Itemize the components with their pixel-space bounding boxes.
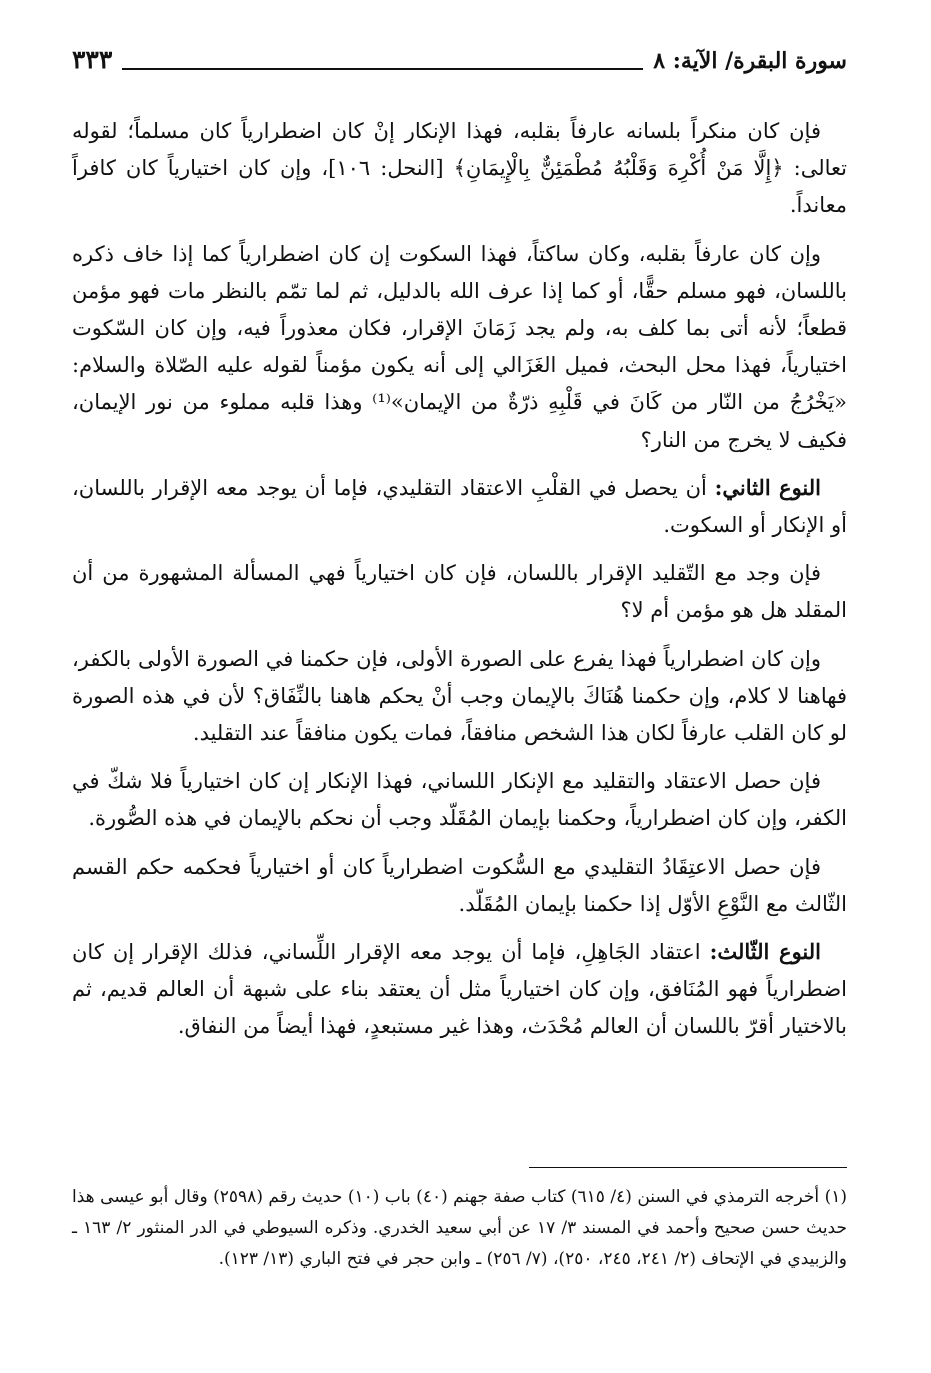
paragraph-text: فإن كان منكراً بلسانه عارفاً بقلبه، فهذا الإنكار إنْ كان اضطرارياً كان مسلماً؛ لقوله تعالى: ﴿إِلَّا مَنْ أُكْرِهَ وَقَلْبُهُ مُطْمَئِنٌّ بِالْإِيمَانِ﴾ [النحل: ١٠٦]، وإن كان اختيارياً كان كافراً معانداً. bbox=[72, 119, 847, 218]
paragraph bbox=[72, 933, 847, 1046]
paragraph bbox=[72, 848, 847, 923]
paragraph-text: وإن كان اضطرارياً فهذا يفرع على الصورة الأولى، فإن حكمنا في الصورة الأولى بالكفر، فهاهنا لا كلام، وإن حكمنا هُنَاكَ بالإيمان وجب أنْ يحكم هاهنا بالنِّفَاق؟ لأن في هذه الصورة لو كان القلب عارفاً لكان هذا الشخص منافقاً، فمات يكون منافقاً عند التقليد. bbox=[72, 646, 847, 746]
paragraph-text: اعتقاد الجَاهِلِ، فإما أن يوجد معه الإقرار اللِّساني، فذلك الإقرار إن كان اضطرارياً فهو المُنَافق، وإن كان اختيارياً مثل أن يعتقد بناء على شبهة أن العالم قديم، ثم بالاختيار أقرّ باللسان أن العالم مُحْدَث، وهذا غير مستبعدٍ، فهذا أيضاً من النفاق. bbox=[72, 940, 847, 1039]
main-text bbox=[72, 112, 847, 1056]
paragraph-text: فإن وجد مع التّقليد الإقرار باللسان، فإن كان اختيارياً فهي المسألة المشهورة من أن المقلد هل هو مؤمن أم لا؟ bbox=[72, 561, 847, 623]
paragraph bbox=[72, 469, 847, 544]
paragraph-lead: النوع الثاني: bbox=[714, 474, 822, 500]
footnote-rule bbox=[529, 1167, 847, 1168]
paragraph bbox=[72, 112, 847, 225]
paragraph-text: وإن كان عارفاً بقلبه، وكان ساكتاً، فهذا السكوت إن كان اضطرارياً كما إذا خاف ذكره باللسان، فهو مسلم حقًّا، أو كما إذا عرف الله بالدليل، ثم لما تمّم بالنظر مات فهو مؤمن قطعاً؛ لأنه أتى بما كلف به، ولم يجد زَمَانَ الإقرار، فكان معذوراً فيه، وإن كان السّكوت اختيارياً، فهذا محل البحث، فميل الغَزَالي إلى أنه يكون مؤمناً لقوله عليه الصّلاة والسلام: «يَخْرُجُ من النّار من كَانَ في قَلْبِهِ ذرّةٌ من الإيمان»⁽¹⁾ وهذا قلبه مملوء من نور الإيمان، فكيف لا يخرج من النار؟ bbox=[72, 241, 847, 452]
paragraph-text: أن يحصل في القلْبِ الاعتقاد التقليدي، فإما أن يوجد معه الإقرار باللسان، أو الإنكار أو السكوت. bbox=[72, 475, 847, 538]
footnote-text: (١) أخرجه الترمذي في السنن (٤/ ٦١٥) كتاب صفة جهنم (٤٠) باب (١٠) حديث رقم (٢٥٩٨) وقال أبو عيسى هذا حديث حسن صحيح وأحمد في المسند ٣/ ١٧ عن أبي سعيد الخدري. وذكره السيوطي في الدر المنثور ٢/ ١٦٣ ـ والزبيدي في الإتحاف (٢/ ٢٤١، ٢٤٥، ٢٥٠)، (٧/ ٢٥٦) ـ وابن حجر في فتح الباري (١٣/ ١٢٣). bbox=[72, 1187, 847, 1269]
header-rule bbox=[122, 68, 643, 70]
paragraph-text: فإن حصل الاعتِقَادُ التقليدي مع السُّكوت اضطرارياً كان أو اختيارياً فحكمه حكم القسم الثّالث مع النَّوْعِ الأوّل إذا حكمنا بإيمان المُقَلّد. bbox=[72, 854, 847, 916]
running-title: سورة البقرة/ الآية: ٨ bbox=[653, 48, 847, 74]
paragraph bbox=[72, 640, 847, 753]
paragraph-text: فإن حصل الاعتقاد والتقليد مع الإنكار اللساني، فهذا الإنكار إن كان اختيارياً فلا شكّ في الكفر، وإن كان اضطرارياً، وحكمنا بإيمان المُقَلّد وجب أن نحكم بالإيمان في هذه الصُّورة. bbox=[72, 769, 847, 831]
paragraph bbox=[72, 554, 847, 629]
page-number: ٣٣٣ bbox=[72, 45, 113, 74]
page-header bbox=[72, 38, 847, 78]
footnote bbox=[72, 1182, 847, 1275]
paragraph-lead: النوع الثّالث: bbox=[709, 939, 821, 965]
paragraph bbox=[72, 762, 847, 837]
paragraph bbox=[72, 235, 847, 459]
